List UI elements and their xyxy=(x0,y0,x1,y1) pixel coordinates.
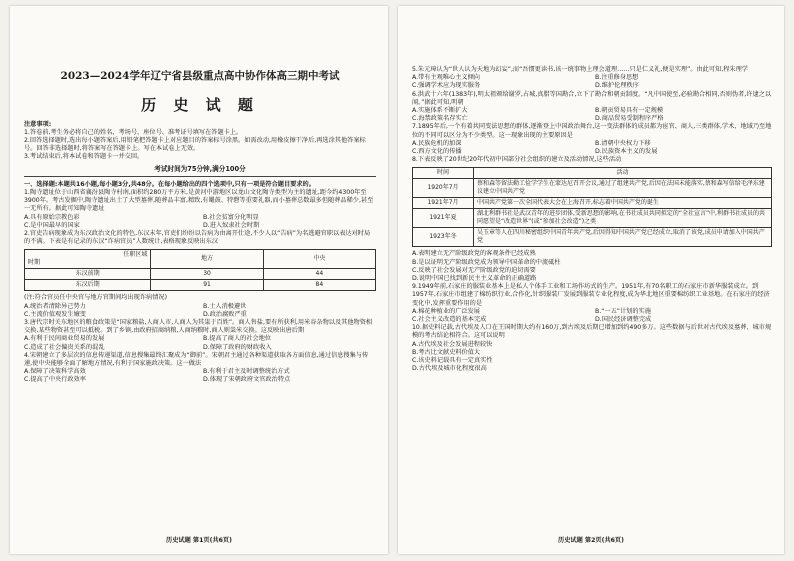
option: B.提高了商人的社会地位 xyxy=(203,335,272,343)
option: B.有利于君主及时调整统治方式 xyxy=(203,368,290,376)
page-footer: 历史试题 第1页(共6页) xyxy=(166,537,232,544)
option: D.商品贸易受制程序严格 xyxy=(595,115,664,123)
table-cell: 1920年7月 xyxy=(413,179,474,198)
table-cell: 1923年冬 xyxy=(413,228,474,247)
table-cell: 中国共产党第一次全国代表大会在上海召开,标志着中国共产党的诞生 xyxy=(474,198,772,209)
exam-page-2 xyxy=(398,6,784,554)
table-cell: 30 xyxy=(151,269,263,280)
notice-item: 1.答卷前,考生务必将自己的姓名、考场号、座位号、准考证号填写在答题卡上。 xyxy=(24,128,243,136)
table-header: 时间 xyxy=(413,168,474,179)
table-cell: 84 xyxy=(263,280,375,291)
question-6: 6.洪武十六年(1383年),明太祖颁给谢罗,占城,真腊等国勘合,立下了勘合和朝贡制度。“凡中国使至,必验勘合相同,否则伪者,许逮之以闻。”据此可知,明朝 xyxy=(412,90,772,106)
option: B.清朝中央权力下移 xyxy=(595,139,651,147)
table-row xyxy=(413,228,772,247)
table-header: 活动 xyxy=(474,168,772,179)
option: D.体现了宋朝政府文官政治特点 xyxy=(203,376,291,384)
divider xyxy=(24,176,376,177)
page1-content xyxy=(24,6,376,385)
table-row xyxy=(413,179,772,198)
question-9-options xyxy=(412,308,772,324)
table-cell: 东汉前期 xyxy=(25,269,151,280)
option: A.古代埃及社会发展进程较快 xyxy=(412,340,493,348)
option: B.士人消极避世 xyxy=(203,302,247,310)
option: A.棉花种植业的广泛发展 xyxy=(412,307,480,315)
option: D.进入奴隶社会时期 xyxy=(203,221,260,229)
table-row xyxy=(25,280,376,291)
subject-title: 历 史 试 题 xyxy=(141,95,259,114)
page2-content xyxy=(412,66,772,373)
option: D.说明中国已找到新民主主义革命的正确道路 xyxy=(412,275,537,283)
question-7-options xyxy=(412,140,772,156)
option: D.国民经济调整完成 xyxy=(595,316,652,324)
table-header: 中央 xyxy=(263,250,375,269)
option: C.是中国最早的国家 xyxy=(24,221,80,229)
question-3-options xyxy=(24,335,376,351)
option: B.是以证明无产阶级政党成为领导中国革命的中流砥柱 xyxy=(412,258,561,266)
question-3: 3.唐代宗时关东地区的粮食政策是“国家粮盐,人商人市,人商人为其粜于百姓”。商人售盐,要有所获利,用米谷杂物以及其他物资相交换,某些物资甚至可以抵税。到了乡镇,由政府招商纳粮,人商纳粮时,商人则粜米交换。这反映出唐后期 xyxy=(24,318,373,335)
option: A.保障了决策科学高效 xyxy=(24,368,86,376)
exam-page-1 xyxy=(10,6,388,554)
question-9: 9.1949年前,石家庄的服装业基本上是私人个体手工业和工场作坊式的生产。1951年,有70名职工的石家庄市新华服装成立。到1957年,石家庄市组建了棉纺织行业,合作化,针织服装厂发展到服装专业化程度,成为华北地区重要棉纺织工业基地。在石家庄的经济变化中,发挥重要作用的是 xyxy=(412,283,770,307)
question-4-options xyxy=(24,368,376,384)
question-4: 4.宋朝建立了多层次的信息传递渠道,信息搜集最终汇聚成为“御前”。宋朝君主通过各种渠道获取各方面信息,通过信息搜集与传递,使中央能够全面了解地方情况,有利于国家施政决策。这一做法 xyxy=(24,351,369,367)
option: D.民族资本主义的发展 xyxy=(595,148,658,156)
notice-heading: 注意事项: xyxy=(24,120,52,128)
question-2-table xyxy=(24,249,376,291)
table-cell: 1921年7月 xyxy=(413,198,474,209)
question-8-table xyxy=(412,167,772,247)
option: A.实施体系不断扩大 xyxy=(412,107,468,115)
option: C.该史料记载具有一定真实性 xyxy=(412,357,493,365)
question-1: 1.陶寺遗址位于山西省襄汾县陶寺村南,面积约280万平方米,是黄河中游地区以龙山文化陶寺类型为主的遗址,距今约4300年至3900年。考古发掘中,陶寺遗址出土了大型墓葬,随葬品丰富,精致,有鼍鼓、特磬等重要礼器,而小墓葬总数最多但随葬品稀少,甚至一无所有。据此可知陶寺遗址 xyxy=(24,188,374,213)
table-row xyxy=(25,269,376,280)
option: C.提高了中央行政效率 xyxy=(24,376,86,384)
table-corner-top: 任职区域 xyxy=(123,251,148,259)
option: D.保障了政府的财政收入 xyxy=(203,343,272,351)
table-cell: 1921年夏 xyxy=(413,209,474,228)
section-heading: 一、选择题:本题共16小题,每小题3分,共48分。在每小题给出的四个选项中,只有一项是符合题目要求的。 xyxy=(24,180,315,188)
option: B.注重修身思想 xyxy=(595,74,639,82)
question-10: 10.据史料记载,古代埃及人口在王国时期大约有160万,到古埃及后期已增加到约490多万。这些数据与后世对古代埃及墓葬、城市规模的考古结论相符合。这可以说明 xyxy=(412,324,772,340)
notice-item: 3.考试结束后,将本试卷和答题卡一并交回。 xyxy=(24,153,144,161)
option: A.带有主观唯心主义倾向 xyxy=(412,74,480,82)
option: C.造成了社会偏贵关系的混乱 xyxy=(24,343,105,351)
option: C.反映了社会发展对无产阶级政党的迫切需要 xyxy=(412,266,536,274)
option: D.维护伦理秩序 xyxy=(595,82,639,90)
option: C.西方文化的传播 xyxy=(412,148,462,156)
option: C.海禁政策名存实亡 xyxy=(412,115,468,123)
table-cell: 91 xyxy=(151,280,263,291)
table-header: 地方 xyxy=(151,250,263,269)
table-corner-bottom: 时期 xyxy=(28,259,41,267)
option: B.“一五”计划的实施 xyxy=(595,307,651,315)
page-footer: 历史试题 第2页(共6页) xyxy=(558,537,624,544)
option: C.强调学术应为现实服务 xyxy=(412,82,481,90)
question-8: 8.下表反映了20世纪20年代初中国部分社会组织的建立及活动情况,这些活动 xyxy=(412,156,622,164)
question-6-options xyxy=(412,107,772,123)
table-cell: 吴玉章等人在四川秘密组织中国青年共产党,后因得知中国共产党已经成立,取消了该党,成员申请加入中国共产党 xyxy=(474,228,772,247)
question-2: 2.官吏告病现象成为东汉政治文化的特色,东汉末年,官吏们纷纷以告病为由离开仕途,不少人以“告病”为名逃避官职以表达对时局的不满。下表是有记录的东汉“诈病官员”人数统计,表格现象反映出东汉 xyxy=(24,229,371,246)
option: B.社会贫富分化明显 xyxy=(203,213,259,221)
question-5: 5.朱元璋认为“世人认为天地为幻妄”,而“吾惯更读书,该一统事物上理会道理……只是仁义礼,便是实理”。由此可知,程朱理学 xyxy=(412,66,748,73)
exam-title: 2023—2024学年辽宁省县级重点高中协作体高三期中考试 xyxy=(60,70,340,82)
table-cell: 东汉后期 xyxy=(25,280,151,291)
option: A.有利于民间商业贸易的发展 xyxy=(24,335,105,343)
table-note: (注:符合官员任中央官与地方官期间均出现诈病情况) xyxy=(24,294,168,302)
table-corner-cell xyxy=(25,250,151,269)
option: C.社会主义改造的基本完成 xyxy=(412,316,487,324)
notice-item: 2.回答选择题时,选出每小题答案后,用铅笔把答题卡上对应题目的答案标号涂黑。如需改动,用橡皮擦干净后,再选涂其他答案标号。回答非选择题时,将答案写在答题卡上。写在本试卷上无效。 xyxy=(24,136,366,153)
option: A.表明建立无产阶级政党的客观条件已经成熟 xyxy=(412,250,536,258)
table-row xyxy=(413,198,772,209)
option: C.主流价值观发生嬗变 xyxy=(24,310,86,318)
table-cell: 蔡和森等留法勤工俭学学生在蒙达尼召开会议,通过了组建共产党,后因在法国未能落实,蔡和森写信给毛泽东建议建立中国共产党 xyxy=(474,179,772,198)
table-cell: 湖北利群书社是武汉青年的进步团体,受新思想的影响,在书社成员共同拟定的“全社宣言”中,利群书社成员的共同愿望是“改造世界”(或“参加社会改造”)之类 xyxy=(474,209,772,228)
option: A.民族危机的加深 xyxy=(412,139,462,147)
option: D.政治腐败严重 xyxy=(203,310,247,318)
question-5-options xyxy=(412,74,772,90)
question-2-options xyxy=(24,303,376,319)
question-7: 7.1895年后,一个有着共同变法思想的群体,逐渐登上中国政治舞台,这一变法群体的成员都为宦官、商人,三类群体,学术、地域乃至地位的不同可以区分为不少类型。这一现象出现的主要原因是 xyxy=(412,123,772,139)
question-1-options xyxy=(24,214,376,230)
option: B.朝贡贸易具有一定规模 xyxy=(595,107,664,115)
table-row xyxy=(413,209,772,228)
time-score: 考试时间为75分钟,满分100分 xyxy=(154,164,246,173)
option: D.古代埃及城市化程度很高 xyxy=(412,365,487,373)
option: A.统治者清除异己势力 xyxy=(24,302,86,310)
option: B.考古比文献史料价值大 xyxy=(412,348,481,356)
table-cell: 44 xyxy=(263,269,375,280)
option: A.具有原始宗教色彩 xyxy=(24,213,80,221)
